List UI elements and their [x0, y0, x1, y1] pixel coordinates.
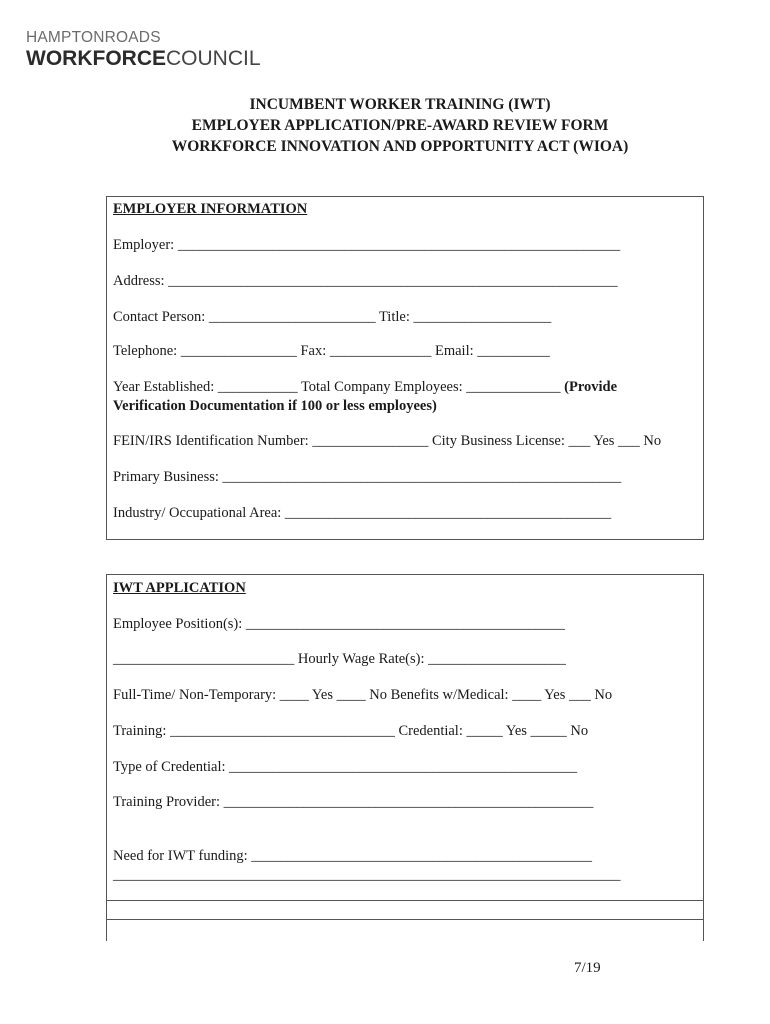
year-employees-text: Year Established: ___________ Total Company Employees: _____________ — [113, 379, 565, 395]
training-provider-field[interactable]: Training Provider: ___________________________________________________ — [113, 794, 594, 810]
heading-line-1: INCUMBENT WORKER TRAINING (IWT) — [249, 96, 551, 113]
hourly-wage-field[interactable]: _________________________ Hourly Wage Rate(s): ___________________ — [113, 651, 566, 667]
table-right-border — [703, 919, 704, 941]
heading-line-2: EMPLOYER APPLICATION/PRE-AWARD REVIEW FORM — [191, 117, 609, 134]
phone-fax-email-fields[interactable]: Telephone: ________________ Fax: ______________ Email: __________ — [113, 343, 550, 359]
fein-license-fields[interactable]: FEIN/IRS Identification Number: ________________ City Business License: ___ Yes ___ No — [113, 433, 662, 449]
table-left-border — [106, 919, 107, 941]
provide-note: (Provide — [564, 379, 618, 395]
employer-field[interactable]: Employer: _____________________________________________________________ — [113, 237, 621, 253]
table-divider-bottom — [106, 919, 704, 920]
verification-note: Verification Documentation if 100 or less employees) — [113, 398, 437, 414]
need-funding-continuation[interactable]: ______________________________________________________________________ — [113, 867, 621, 883]
fulltime-benefits-fields[interactable]: Full-Time/ Non-Temporary: ____ Yes ____ No Benefits w/Medical: ____ Yes ___ No — [113, 687, 613, 703]
training-credential-fields[interactable]: Training: _______________________________ Credential: _____ Yes _____ No — [113, 723, 589, 739]
logo-line-1: HAMPTONROADS — [26, 29, 161, 46]
logo-workforce: WORKFORCE — [26, 46, 166, 70]
hampton-roads-workforce-council-logo — [26, 30, 261, 69]
need-funding-field[interactable]: Need for IWT funding: _______________________________________________ — [113, 848, 592, 864]
table-divider-top — [106, 900, 704, 901]
employer-information-title: EMPLOYER INFORMATION — [113, 201, 308, 217]
credential-type-field[interactable]: Type of Credential: ________________________________________________ — [113, 759, 578, 775]
employee-positions-field[interactable]: Employee Position(s): ____________________________________________ — [113, 616, 565, 632]
year-employees-fields[interactable] — [113, 378, 617, 397]
logo-line-2 — [26, 48, 261, 69]
heading-line-3: WORKFORCE INNOVATION AND OPPORTUNITY ACT (WIOA) — [171, 138, 629, 155]
page-number: 7/19 — [574, 960, 601, 976]
logo-council: COUNCIL — [166, 46, 261, 70]
industry-field[interactable]: Industry/ Occupational Area: _____________________________________________ — [113, 505, 612, 521]
address-field[interactable]: Address: ______________________________________________________________ — [113, 273, 618, 289]
iwt-application-title: IWT APPLICATION — [113, 580, 246, 596]
contact-title-fields[interactable]: Contact Person: _______________________ Title: ___________________ — [113, 309, 552, 325]
form-heading — [0, 94, 770, 157]
primary-business-field[interactable]: Primary Business: _______________________________________________________ — [113, 469, 622, 485]
